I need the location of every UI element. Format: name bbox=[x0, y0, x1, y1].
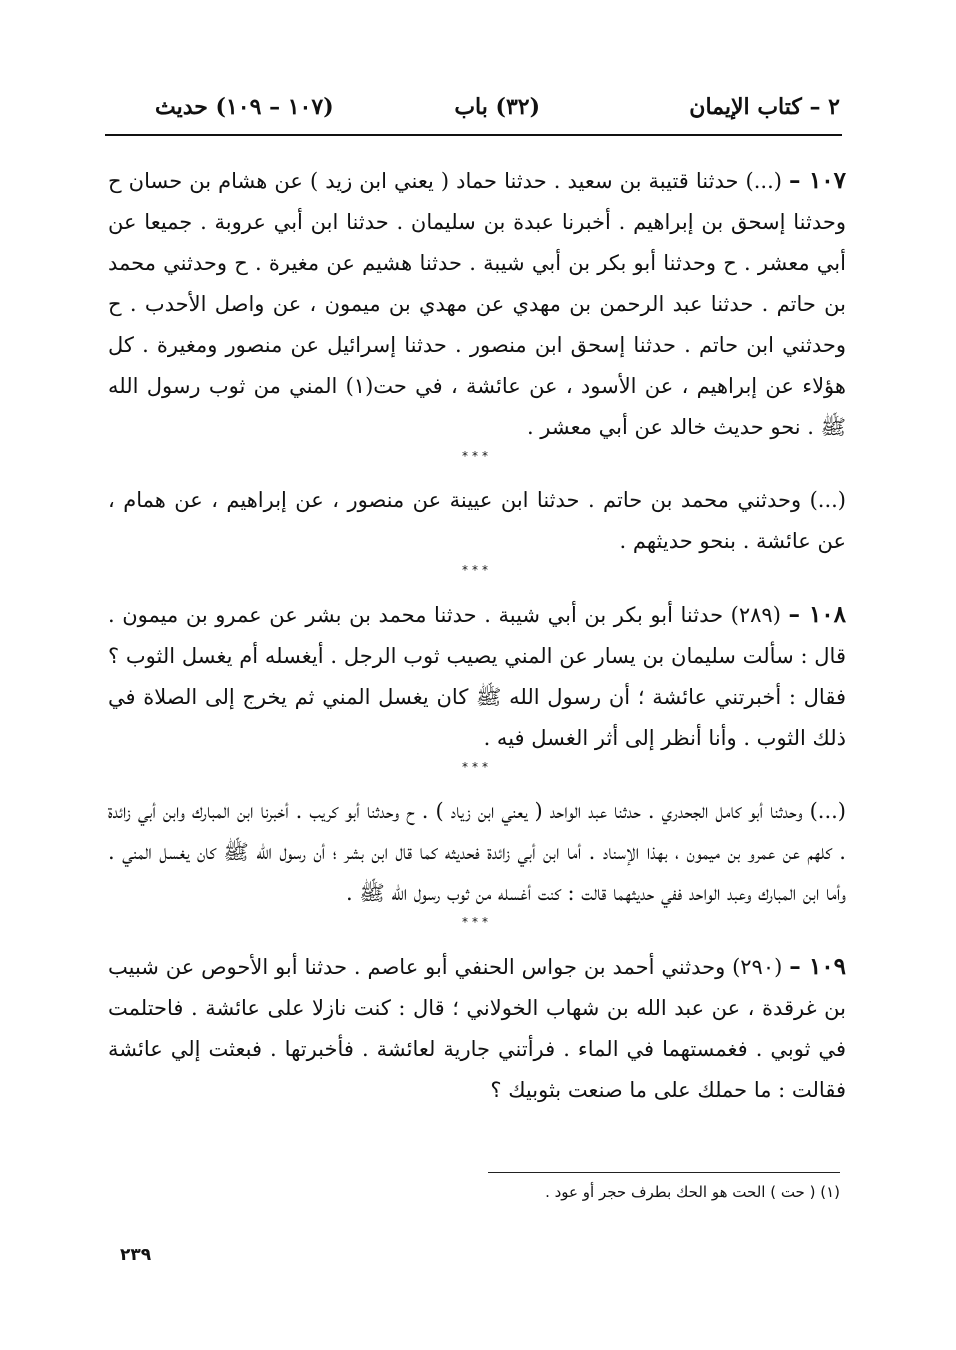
footnote-rule bbox=[488, 1172, 840, 1173]
text-line: في حت(١) المني من ثوب رسول الله ﷺ . نحو حديث خالد عن أبي معشر . bbox=[108, 374, 846, 439]
text-line: (...) حدثنا قتيبة بن سعيد . حدثنا حماد ( يعني ابن زيد ) عن هشام بن حسان bbox=[128, 169, 782, 193]
separator: *** bbox=[462, 449, 492, 463]
text-line: فحديثه كما قال ابن بشر ؛ أن رسول الله ﷺ كان يغسل المني . وأما ابن المبارك وعبد الواحد ففي bbox=[108, 840, 846, 905]
hadith-108 bbox=[108, 594, 846, 759]
running-header bbox=[100, 90, 840, 130]
text-line: (٢٨٩) حدثنا أبو بكر بن أبي شيبة . حدثنا محمد بن بشر عن عمرو بن ميمون . قال : bbox=[108, 603, 846, 668]
hadith-108-variant bbox=[108, 791, 846, 914]
book-title: ٢ – كتاب الإيمان bbox=[689, 94, 840, 120]
header-rule bbox=[105, 134, 842, 136]
hadith-range: (١٠٧ – ١٠٩) حديث bbox=[155, 94, 334, 120]
text-line: (...) وحدثني محمد بن حاتم . حدثنا ابن عيينة عن منصور ، عن إبراهيم ، عن همام ، عن عائشة . bbox=[108, 488, 846, 553]
text-line: أن رسول الله ﷺ كان يغسل المني ثم يخرج إلى الصلاة في ذلك الثوب . وأنا أنظر إلى أثر الغسل فيه . bbox=[108, 685, 846, 750]
text-line: غرقدة ، عن عبد الله بن شهاب الخولاني ؛ قال : كنت نازلا على عائشة . فاحتلمت في ثوبي . فغمستهما bbox=[108, 996, 846, 1061]
text-line: عبد الرحمن بن مهدي عن مهدي بن ميمون ، عن واصل الأحدب . ح وحدثني ابن حاتم . حدثنا إسحق bbox=[108, 292, 846, 357]
text-line: سألت سليمان بن يسار عن المني يصيب ثوب الرجل . أيغسله أم يغسل الثوب ؟ فقال : أخبرتني عائشة ؛ bbox=[108, 644, 846, 709]
separator: *** bbox=[462, 915, 492, 929]
chapter-title: (٣٢) باب bbox=[454, 94, 540, 120]
hadith-109 bbox=[108, 946, 846, 1111]
text-line: ح وحدثنا أبو بكر بن أبي شيبة . حدثنا هشيم عن مغيرة . ح وحدثني محمد بن حاتم . حدثنا bbox=[108, 251, 846, 316]
separator: *** bbox=[462, 760, 492, 774]
text-line: أخبرنا ابن المبارك وابن أبي زائدة . كلهم عن عمرو بن ميمون ، بهذا الإسناد . أما ابن أبي زائدة bbox=[108, 799, 846, 864]
hadith-number: ١٠٨ – bbox=[788, 601, 846, 628]
text-line: بنحو حديثهم . bbox=[619, 529, 736, 553]
hadith-number: ١٠٧ – bbox=[789, 167, 847, 194]
text-line: في الماء . فرأتني جارية لعائشة . فأخبرتها . فبعثت إلي عائشة فقالت : ما حملك على ما صنعت بثوبيك ؟ bbox=[108, 1037, 846, 1102]
page-number: ٢٣٩ bbox=[120, 1245, 152, 1265]
text-line: (...) وحدثنا أبو كامل الجحدري . حدثنا عبد الواحد ( يعني ابن زياد ) . ح وحدثنا أبو كريب . bbox=[295, 799, 846, 823]
text-line: ابن منصور . حدثنا إسرائيل عن منصور ومغيرة . كل هؤلاء عن إبراهيم ، عن الأسود ، عن عائشة ، bbox=[108, 333, 846, 398]
hadith-107 bbox=[108, 160, 846, 448]
separator: *** bbox=[462, 563, 492, 577]
main-text bbox=[108, 160, 846, 1111]
hadith-number: ١٠٩ – bbox=[789, 953, 846, 980]
footnote: (١) ( حت ) الحت هو الحك بطرف حجر أو عود . bbox=[545, 1183, 840, 1201]
hadith-107-variant bbox=[108, 480, 846, 562]
text-line: ح وحدثنا إسحق بن إبراهيم . أخبرنا عبدة بن سليمان . حدثنا ابن أبي عروبة . جميعا عن أبي معشر . bbox=[108, 169, 846, 275]
text-line: حديثهما قالت : كنت أغسله من ثوب رسول الله ﷺ . bbox=[345, 881, 655, 905]
text-line: (٢٩٠) وحدثني أحمد بن جواس الحنفي أبو عاصم . حدثنا أبو الأحوص عن شبيب بن bbox=[108, 955, 846, 1020]
